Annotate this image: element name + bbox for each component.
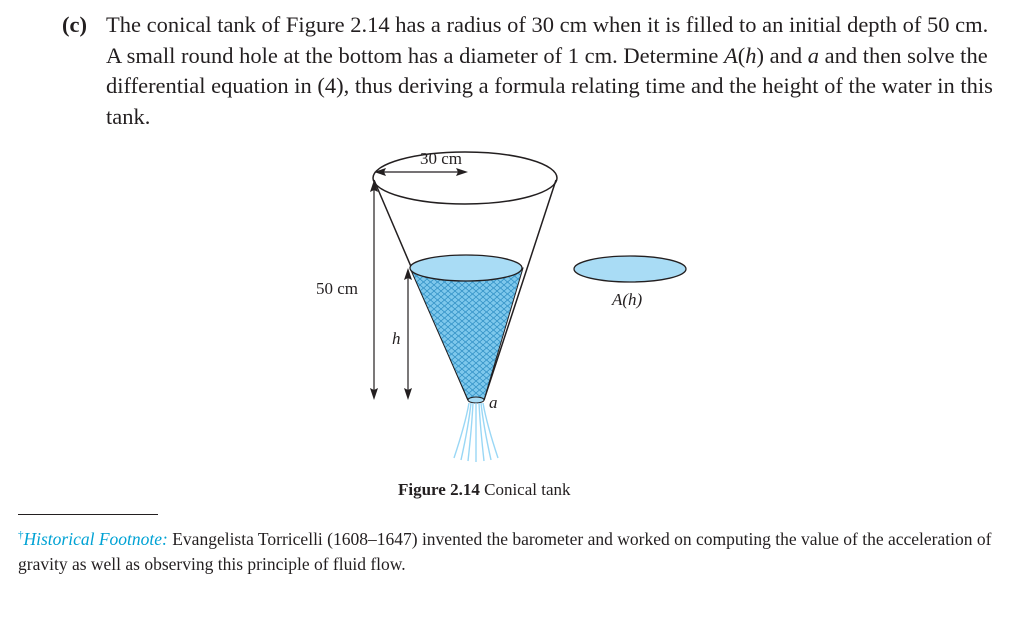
hole-label: a	[489, 393, 498, 412]
footnote-marker: †	[18, 529, 24, 541]
water-surface	[410, 255, 522, 281]
math-A: A	[723, 42, 738, 68]
footnote-rule	[18, 514, 158, 515]
problem-text-3: and then solve the differential equation in (4), thus deriving a formula relating time and the height of the water in this tank.	[106, 42, 993, 129]
caption-number: Figure 2.14	[398, 480, 480, 499]
problem-text-2: and	[763, 42, 808, 68]
problem-text-1: The conical tank of Figure 2.14 has a radius of 30 cm when it is filled to an initial depth of 50 cm. A small round hole at the bottom has a diameter of 1 cm. Determine	[106, 12, 989, 68]
area-label: A(h)	[612, 290, 643, 309]
radius-label: 30 cm	[420, 149, 463, 168]
historical-footnote	[18, 523, 1008, 577]
tank-rim	[373, 152, 557, 204]
hole-outlet	[468, 397, 484, 403]
footnote-label: Historical Footnote:	[23, 529, 168, 549]
math-a: a	[807, 42, 819, 68]
math-h: h	[745, 42, 757, 68]
problem-label: (c)	[62, 12, 87, 37]
problem-text: The conical tank of Figure 2.14 has a radius of 30 cm when it is filled to an initial depth of 50 cm. A small round hole at the bottom has a diameter of 1 cm. Determine A(h) and a and then solve the differential equation in (4), thus deriving a formula relating time and the height of the water in this tank.	[106, 12, 993, 129]
height-label: h	[392, 329, 401, 348]
figure-caption	[398, 480, 571, 500]
footnote-text: Evangelista Torricelli (1608–1647) invented the barometer and worked on computing the value of the acceleration of gravity as well as observing this principle of fluid flow.	[18, 529, 992, 574]
depth-label: 50 cm	[316, 279, 359, 298]
area-disk	[574, 256, 686, 282]
caption-title: Conical tank	[484, 480, 571, 499]
